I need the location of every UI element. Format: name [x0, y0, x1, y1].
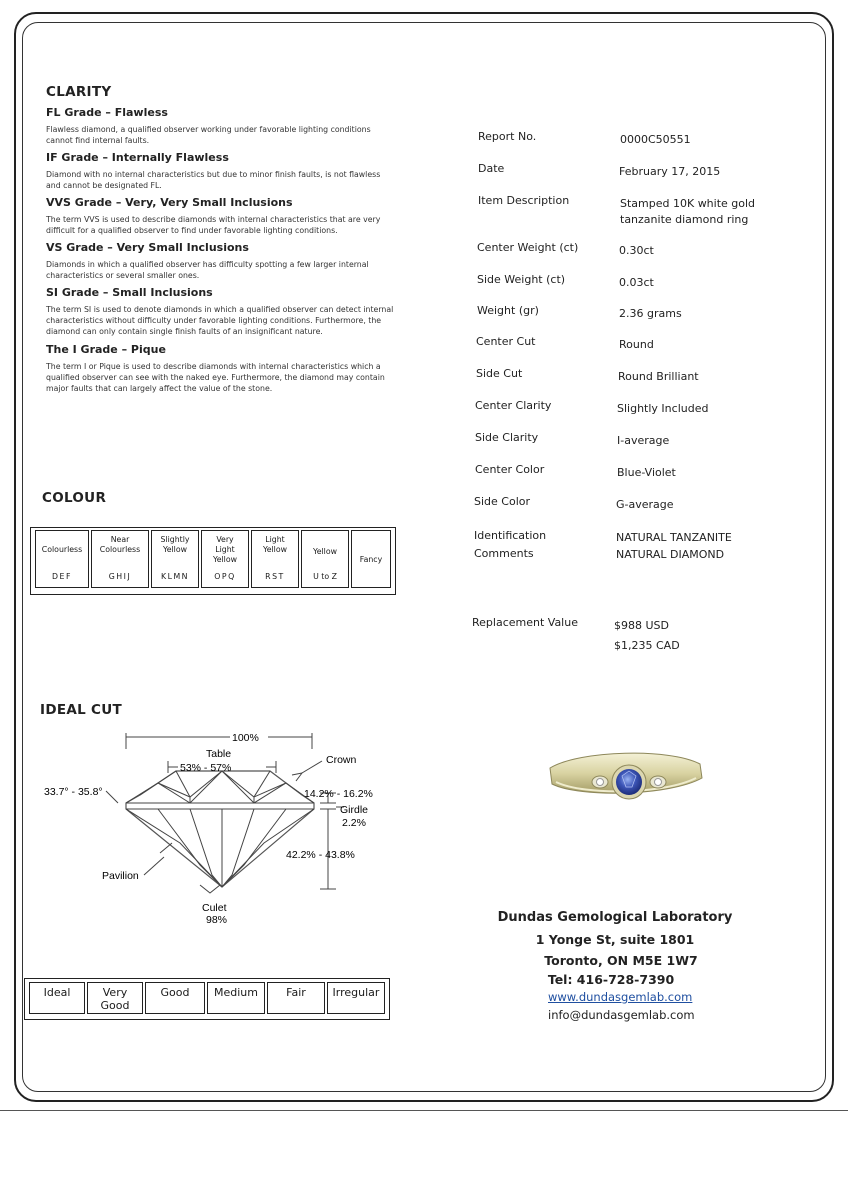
lab-website-link[interactable]: www.dundasgemlab.com: [548, 990, 693, 1004]
diagram-label-crown: Crown: [326, 754, 357, 766]
grade-title-if: IF Grade – Internally Flawless: [46, 151, 229, 164]
colour-cell-near-colourless: [91, 530, 149, 588]
lab-email[interactable]: info@dundasgemlab.com: [548, 1008, 695, 1022]
side-clarity-label: Side Clarity: [475, 431, 539, 444]
colour-name: Slightly Yellow: [160, 535, 190, 554]
diagram-label-girdle: Girdle: [340, 804, 369, 816]
cut-grade-irregular: Irregular: [327, 982, 385, 1014]
colour-name: Near Colourless: [99, 535, 141, 554]
colour-cell-yellow: [301, 530, 349, 588]
diagram-label-pavilion: Pavilion: [102, 870, 139, 882]
weight-label: Weight (gr): [477, 304, 539, 317]
side-weight-label: Side Weight (ct): [477, 273, 566, 286]
grade-desc-vs: Diamonds in which a qualified observer has difficulty spotting a few larger internal characteristics or several smaller ones.: [46, 260, 369, 280]
grade-title-fl: FL Grade – Flawless: [46, 106, 168, 119]
center-clarity-value: Slightly Included: [617, 402, 709, 415]
item-description-label: Item Description: [478, 194, 570, 207]
identification-comments-label: Identification Comments: [474, 529, 547, 560]
page-bottom-rule: [0, 1110, 848, 1111]
side-color-value: G-average: [616, 498, 674, 511]
colour-grades: OPQ: [214, 572, 236, 581]
colour-name: Light Yellow: [262, 535, 287, 554]
colour-cell-very-light-yellow: [201, 530, 249, 588]
colour-grades: KLMN: [160, 572, 190, 581]
side-weight-value: 0.03ct: [619, 276, 654, 289]
report-no-label: Report No.: [478, 130, 537, 143]
diagram-label-total: 100%: [232, 732, 259, 744]
side-cut-label: Side Cut: [476, 367, 523, 380]
cut-grade-ideal: Ideal: [29, 982, 85, 1014]
lab-name: Dundas Gemological Laboratory: [497, 910, 733, 925]
side-cut-value: Round Brilliant: [618, 370, 699, 383]
lab-phone: Tel: 416-728-7390: [547, 972, 675, 987]
report-no-value: 0000C50551: [620, 133, 691, 146]
lab-address-line1: 1 Yonge St, suite 1801: [535, 932, 695, 947]
center-weight-value: 0.30ct: [619, 244, 654, 257]
side-color-label: Side Color: [474, 495, 531, 508]
colour-cell-light-yellow: [251, 530, 299, 588]
cut-grade-fair: Fair: [267, 982, 325, 1014]
colour-cell-colourless: [35, 530, 89, 588]
lab-address-line2: Toronto, ON M5E 1W7: [544, 953, 698, 968]
cut-grade-very-good: Very Good: [87, 982, 143, 1014]
diagram-label-girdle-pct: 2.2%: [342, 817, 366, 829]
diagram-label-culet: Culet: [202, 902, 227, 914]
colour-grades: U to Z: [313, 572, 337, 581]
replacement-value-label: Replacement Value: [472, 616, 578, 629]
center-weight-label: Center Weight (ct): [477, 241, 579, 254]
center-cut-value: Round: [619, 338, 654, 351]
item-description-value: Stamped 10K white gold tanzanite diamond ring: [620, 197, 756, 226]
grade-title-si: SI Grade – Small Inclusions: [46, 286, 213, 299]
side-clarity-value: I-average: [617, 434, 670, 447]
colour-grades: GHIJ: [108, 572, 132, 581]
grade-desc-if: Diamond with no internal characteristics but due to minor finish faults, is not flawless and cannot be designated FL.: [46, 170, 381, 190]
diagram-label-culet-pct: 98%: [206, 914, 228, 925]
grade-desc-si: The term SI is used to denote diamonds in which a qualified observer can detect internal characteristics without difficulty under favorable lighting conditions. Furthermore, the diamond can only contain single finish faults of an insignificant nature.: [46, 305, 394, 336]
diagram-label-table: Table: [206, 748, 232, 760]
grade-desc-i: The term I or Pique is used to describe diamonds with internal characteristics which a qualified observer can see with the naked eye. Furthermore, the diamond may contain major faults that can largely affect the value of the stone.: [46, 362, 385, 393]
colour-cell-slightly-yellow: [151, 530, 199, 588]
colour-name: Very Light Yellow: [212, 535, 237, 564]
grade-desc-vvs: The term VVS is used to describe diamonds with internal characteristics that are very difficult for a qualified observer to find under favorable lighting conditions.: [46, 215, 381, 235]
clarity-heading: CLARITY: [46, 84, 112, 100]
cut-grade-scale: [24, 978, 390, 1020]
colour-name: Fancy: [359, 555, 383, 564]
grade-desc-fl: Flawless diamond, a qualified observer working under favorable lighting conditions cannot find internal faults.: [46, 125, 371, 145]
cut-grade-good: Good: [145, 982, 205, 1014]
center-color-label: Center Color: [475, 463, 545, 476]
center-clarity-label: Center Clarity: [475, 399, 552, 412]
cut-grade-medium: Medium: [207, 982, 265, 1014]
diamond-proportions-diagram: [40, 725, 400, 925]
grade-title-i: The I Grade – Pique: [46, 343, 166, 356]
colour-name: Colourless: [41, 545, 83, 554]
colour-name: Yellow: [312, 547, 337, 556]
colour-grades: RST: [265, 572, 285, 581]
diagram-label-crown-angle: 33.7° - 35.8°: [44, 786, 103, 798]
colour-scale-table: [30, 527, 396, 595]
ring-photo: [540, 738, 710, 818]
diagram-label-pavilion-depth: 42.2% - 43.8%: [286, 849, 355, 861]
date-label: Date: [478, 162, 505, 175]
center-cut-label: Center Cut: [476, 335, 536, 348]
ideal-cut-heading: IDEAL CUT: [40, 702, 122, 718]
diagram-label-crown-height: 14.2% - 16.2%: [304, 788, 373, 800]
date-value: February 17, 2015: [619, 165, 721, 178]
center-color-value: Blue-Violet: [617, 466, 676, 479]
grade-title-vs: VS Grade – Very Small Inclusions: [46, 241, 249, 254]
identification-comments-value: NATURAL TANZANITE NATURAL DIAMOND: [616, 531, 732, 561]
colour-heading: COLOUR: [42, 490, 107, 506]
replacement-value-amount: $988 USD $1,235 CAD: [614, 619, 680, 652]
grade-title-vvs: VVS Grade – Very, Very Small Inclusions: [46, 196, 293, 209]
colour-cell-fancy: [351, 530, 391, 588]
diagram-label-table-range: 53% - 57%: [180, 762, 232, 774]
colour-grades: DEF: [52, 572, 72, 581]
weight-value: 2.36 grams: [619, 307, 682, 320]
